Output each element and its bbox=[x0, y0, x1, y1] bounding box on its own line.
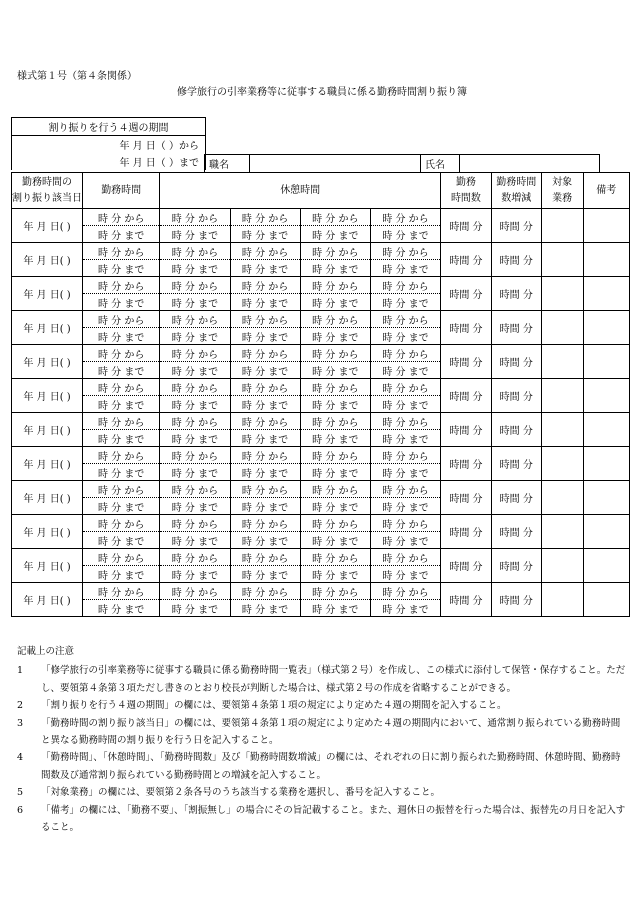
header-target: 対象 業務 bbox=[541, 173, 583, 209]
break-to-cell[interactable]: 時 分 まで bbox=[370, 430, 440, 447]
name-field[interactable] bbox=[460, 155, 600, 173]
break-to-cell[interactable]: 時 分 まで bbox=[230, 566, 300, 583]
break-from-cell[interactable]: 時 分 から bbox=[160, 277, 230, 294]
break-from-cell[interactable]: 時 分 から bbox=[370, 481, 440, 498]
break-to-cell[interactable]: 時 分 まで bbox=[230, 362, 300, 379]
period-box bbox=[11, 117, 206, 170]
note-text: 「勤務時間」、「休憩時間」、「勤務時間数」及び「勤務時間数増減」の欄には、それぞれの日に割り振られた勤務時間、休憩時間、勤務時間数及び通常割り振られている勤務時間との増減を記入すること。 bbox=[41, 752, 621, 781]
hours-cell[interactable]: 時間 分 bbox=[441, 277, 492, 311]
break-from-cell[interactable]: 時 分 から bbox=[300, 481, 370, 498]
hours-cell[interactable]: 時間 分 bbox=[441, 243, 492, 277]
schedule-row bbox=[12, 583, 630, 600]
break-from-cell[interactable]: 時 分 から bbox=[300, 549, 370, 566]
notes bbox=[17, 643, 627, 836]
break-to-cell[interactable]: 時 分 まで bbox=[230, 532, 300, 549]
break-to-cell[interactable]: 時 分 まで bbox=[370, 498, 440, 515]
break-from-cell[interactable]: 時 分 から bbox=[300, 311, 370, 328]
break-to-cell[interactable]: 時 分 まで bbox=[370, 396, 440, 413]
work-from-cell[interactable]: 時 分 から bbox=[83, 413, 160, 430]
break-from-cell[interactable]: 時 分 から bbox=[160, 447, 230, 464]
form-number: 様式第１号（第４条関係） bbox=[17, 71, 137, 82]
note-text: 「割り振りを行う４週の期間」の欄には、要領第４条第１項の規定により定めた４週の期間を記入すること。 bbox=[41, 700, 507, 712]
break-to-cell[interactable]: 時 分 まで bbox=[300, 328, 370, 345]
break-from-cell[interactable]: 時 分 から bbox=[370, 379, 440, 396]
schedule-row bbox=[12, 413, 630, 430]
break-to-cell[interactable]: 時 分 まで bbox=[300, 396, 370, 413]
break-from-cell[interactable]: 時 分 から bbox=[230, 277, 300, 294]
remarks-cell[interactable] bbox=[583, 515, 629, 549]
break-to-cell[interactable]: 時 分 まで bbox=[230, 226, 300, 243]
header-break-time: 休憩時間 bbox=[160, 173, 441, 209]
work-from-cell[interactable]: 時 分 から bbox=[83, 379, 160, 396]
date-cell[interactable]: 年 月 日( ) bbox=[12, 345, 83, 379]
date-cell[interactable]: 年 月 日( ) bbox=[12, 379, 83, 413]
name-label: 氏名 bbox=[421, 155, 460, 173]
change-cell[interactable]: 時間 分 bbox=[491, 549, 541, 583]
break-to-cell[interactable]: 時 分 まで bbox=[370, 532, 440, 549]
break-to-cell[interactable]: 時 分 まで bbox=[160, 430, 230, 447]
break-from-cell[interactable]: 時 分 から bbox=[370, 345, 440, 362]
note-number: 2 bbox=[17, 700, 24, 712]
document-title: 修学旅行の引率業務等に従事する職員に係る勤務時間割り振り簿 bbox=[177, 87, 467, 98]
target-cell[interactable] bbox=[541, 583, 583, 617]
break-from-cell[interactable]: 時 分 から bbox=[160, 243, 230, 260]
work-from-cell[interactable]: 時 分 から bbox=[83, 515, 160, 532]
break-from-cell[interactable]: 時 分 から bbox=[160, 481, 230, 498]
note-item bbox=[17, 697, 627, 714]
break-from-cell[interactable]: 時 分 から bbox=[370, 549, 440, 566]
note-item bbox=[17, 802, 627, 837]
break-from-cell[interactable]: 時 分 から bbox=[160, 549, 230, 566]
work-from-cell[interactable]: 時 分 から bbox=[83, 583, 160, 600]
break-to-cell[interactable]: 時 分 まで bbox=[370, 600, 440, 617]
note-text: 「備考」の欄には、「勤務不要」、「割振無し」の場合にその旨記載すること。また、週休日の振替を行った場合は、振替先の月日を記入すること。 bbox=[41, 804, 626, 834]
break-from-cell[interactable]: 時 分 から bbox=[230, 345, 300, 362]
period-to[interactable]: 年 月 日（ ）まで bbox=[12, 153, 206, 170]
break-to-cell[interactable]: 時 分 まで bbox=[230, 464, 300, 481]
work-to-cell[interactable]: 時 分 まで bbox=[83, 430, 160, 447]
date-cell[interactable]: 年 月 日( ) bbox=[12, 311, 83, 345]
work-to-cell[interactable]: 時 分 まで bbox=[83, 600, 160, 617]
break-to-cell[interactable]: 時 分 まで bbox=[160, 566, 230, 583]
change-cell[interactable]: 時間 分 bbox=[491, 277, 541, 311]
break-from-cell[interactable]: 時 分 から bbox=[300, 413, 370, 430]
change-cell[interactable]: 時間 分 bbox=[491, 447, 541, 481]
remarks-cell[interactable] bbox=[583, 277, 629, 311]
target-cell[interactable] bbox=[541, 413, 583, 447]
break-to-cell[interactable]: 時 分 まで bbox=[160, 464, 230, 481]
break-from-cell[interactable]: 時 分 から bbox=[300, 583, 370, 600]
notes-title: 記載上の注意 bbox=[17, 646, 75, 657]
break-to-cell[interactable]: 時 分 まで bbox=[370, 566, 440, 583]
hours-cell[interactable]: 時間 分 bbox=[441, 345, 492, 379]
remarks-cell[interactable] bbox=[583, 345, 629, 379]
change-cell[interactable]: 時間 分 bbox=[491, 379, 541, 413]
note-number: 3 bbox=[17, 717, 24, 729]
schedule-row bbox=[12, 549, 630, 566]
change-cell[interactable]: 時間 分 bbox=[491, 515, 541, 549]
date-cell[interactable]: 年 月 日( ) bbox=[12, 549, 83, 583]
work-to-cell[interactable]: 時 分 まで bbox=[83, 532, 160, 549]
break-from-cell[interactable]: 時 分 から bbox=[160, 209, 230, 226]
break-from-cell[interactable]: 時 分 から bbox=[300, 243, 370, 260]
header-remarks: 備考 bbox=[583, 173, 629, 209]
break-to-cell[interactable]: 時 分 まで bbox=[230, 328, 300, 345]
work-to-cell[interactable]: 時 分 まで bbox=[83, 362, 160, 379]
work-from-cell[interactable]: 時 分 から bbox=[83, 447, 160, 464]
note-number: 6 bbox=[17, 804, 24, 816]
note-number: 1 bbox=[17, 665, 24, 677]
date-cell[interactable]: 年 月 日( ) bbox=[12, 277, 83, 311]
break-from-cell[interactable]: 時 分 から bbox=[230, 481, 300, 498]
change-cell[interactable]: 時間 分 bbox=[491, 243, 541, 277]
break-to-cell[interactable]: 時 分 まで bbox=[370, 464, 440, 481]
break-from-cell[interactable]: 時 分 から bbox=[300, 345, 370, 362]
work-to-cell[interactable]: 時 分 まで bbox=[83, 498, 160, 515]
date-cell[interactable]: 年 月 日( ) bbox=[12, 515, 83, 549]
hours-cell[interactable]: 時間 分 bbox=[441, 413, 492, 447]
work-to-cell[interactable]: 時 分 まで bbox=[83, 328, 160, 345]
header-change: 勤務時間 数増減 bbox=[491, 173, 541, 209]
schedule-row bbox=[12, 209, 630, 226]
schedule-row bbox=[12, 243, 630, 260]
hours-cell[interactable]: 時間 分 bbox=[441, 209, 492, 243]
target-cell[interactable] bbox=[541, 379, 583, 413]
break-to-cell[interactable]: 時 分 まで bbox=[230, 396, 300, 413]
break-to-cell[interactable]: 時 分 まで bbox=[370, 362, 440, 379]
note-item bbox=[17, 784, 627, 801]
break-from-cell[interactable]: 時 分 から bbox=[160, 413, 230, 430]
work-to-cell[interactable]: 時 分 まで bbox=[83, 464, 160, 481]
break-from-cell[interactable]: 時 分 から bbox=[370, 311, 440, 328]
break-from-cell[interactable]: 時 分 から bbox=[370, 243, 440, 260]
date-cell[interactable]: 年 月 日( ) bbox=[12, 481, 83, 515]
break-from-cell[interactable]: 時 分 から bbox=[370, 447, 440, 464]
target-cell[interactable] bbox=[541, 243, 583, 277]
break-to-cell[interactable]: 時 分 まで bbox=[300, 464, 370, 481]
break-from-cell[interactable]: 時 分 から bbox=[300, 515, 370, 532]
remarks-cell[interactable] bbox=[583, 311, 629, 345]
date-cell[interactable]: 年 月 日( ) bbox=[12, 413, 83, 447]
break-from-cell[interactable]: 時 分 から bbox=[370, 583, 440, 600]
break-from-cell[interactable]: 時 分 から bbox=[230, 447, 300, 464]
work-from-cell[interactable]: 時 分 から bbox=[83, 345, 160, 362]
work-to-cell[interactable]: 時 分 まで bbox=[83, 566, 160, 583]
change-cell[interactable]: 時間 分 bbox=[491, 209, 541, 243]
work-from-cell[interactable]: 時 分 から bbox=[83, 277, 160, 294]
remarks-cell[interactable] bbox=[583, 243, 629, 277]
note-number: 5 bbox=[17, 787, 24, 799]
hours-cell[interactable]: 時間 分 bbox=[441, 549, 492, 583]
schedule-table bbox=[11, 172, 630, 617]
break-to-cell[interactable]: 時 分 まで bbox=[300, 532, 370, 549]
break-to-cell[interactable]: 時 分 まで bbox=[300, 430, 370, 447]
change-cell[interactable]: 時間 分 bbox=[491, 481, 541, 515]
break-to-cell[interactable]: 時 分 まで bbox=[160, 600, 230, 617]
break-to-cell[interactable]: 時 分 まで bbox=[370, 260, 440, 277]
break-from-cell[interactable]: 時 分 から bbox=[230, 379, 300, 396]
break-to-cell[interactable]: 時 分 まで bbox=[370, 328, 440, 345]
hours-cell[interactable]: 時間 分 bbox=[441, 379, 492, 413]
break-to-cell[interactable]: 時 分 まで bbox=[300, 498, 370, 515]
break-to-cell[interactable]: 時 分 まで bbox=[160, 294, 230, 311]
break-from-cell[interactable]: 時 分 から bbox=[160, 379, 230, 396]
schedule-row bbox=[12, 515, 630, 532]
break-to-cell[interactable]: 時 分 まで bbox=[160, 362, 230, 379]
hours-cell[interactable]: 時間 分 bbox=[441, 583, 492, 617]
work-to-cell[interactable]: 時 分 まで bbox=[83, 226, 160, 243]
break-to-cell[interactable]: 時 分 まで bbox=[300, 362, 370, 379]
change-cell[interactable]: 時間 分 bbox=[491, 413, 541, 447]
schedule-row bbox=[12, 277, 630, 294]
remarks-cell[interactable] bbox=[583, 209, 629, 243]
note-text: 「修学旅行の引率業務等に従事する職員に係る勤務時間一覧表」（様式第２号）を作成し、この様式に添付して保管・保存すること。ただし、要領第４条第３項ただし書きのとおり校長が判断した場合は、様式第２号の作成を省略することができる。 bbox=[41, 665, 626, 694]
note-item bbox=[17, 715, 627, 750]
work-from-cell[interactable]: 時 分 から bbox=[83, 209, 160, 226]
note-item bbox=[17, 662, 627, 697]
target-cell[interactable] bbox=[541, 277, 583, 311]
date-cell[interactable]: 年 月 日( ) bbox=[12, 209, 83, 243]
schedule-row bbox=[12, 311, 630, 328]
break-from-cell[interactable]: 時 分 から bbox=[370, 209, 440, 226]
break-from-cell[interactable]: 時 分 から bbox=[230, 583, 300, 600]
note-text: 「勤務時間の割り振り該当日」の欄には、要領第４条第１項の規定により定めた４週の期間内において、通常割り振られている勤務時間と異なる勤務時間の割り振りを行う日を記入すること。 bbox=[41, 717, 621, 747]
break-to-cell[interactable]: 時 分 まで bbox=[160, 328, 230, 345]
break-from-cell[interactable]: 時 分 から bbox=[300, 379, 370, 396]
note-text: 「対象業務」の欄には、要領第２条各号のうち該当する業務を選択し、番号を記入すること。 bbox=[41, 787, 441, 799]
break-to-cell[interactable]: 時 分 まで bbox=[230, 260, 300, 277]
hours-cell[interactable]: 時間 分 bbox=[441, 311, 492, 345]
break-from-cell[interactable]: 時 分 から bbox=[300, 447, 370, 464]
schedule-row bbox=[12, 447, 630, 464]
break-from-cell[interactable]: 時 分 から bbox=[230, 243, 300, 260]
break-to-cell[interactable]: 時 分 まで bbox=[160, 226, 230, 243]
work-to-cell[interactable]: 時 分 まで bbox=[83, 294, 160, 311]
break-from-cell[interactable]: 時 分 から bbox=[160, 345, 230, 362]
remarks-cell[interactable] bbox=[583, 583, 629, 617]
break-from-cell[interactable]: 時 分 から bbox=[230, 209, 300, 226]
break-from-cell[interactable]: 時 分 から bbox=[300, 209, 370, 226]
target-cell[interactable] bbox=[541, 345, 583, 379]
job-title-field[interactable] bbox=[250, 155, 421, 173]
remarks-cell[interactable] bbox=[583, 481, 629, 515]
break-to-cell[interactable]: 時 分 まで bbox=[300, 226, 370, 243]
work-from-cell[interactable]: 時 分 から bbox=[83, 243, 160, 260]
hours-cell[interactable]: 時間 分 bbox=[441, 481, 492, 515]
date-cell[interactable]: 年 月 日( ) bbox=[12, 243, 83, 277]
break-to-cell[interactable]: 時 分 まで bbox=[300, 600, 370, 617]
break-to-cell[interactable]: 時 分 まで bbox=[230, 498, 300, 515]
schedule-row bbox=[12, 345, 630, 362]
target-cell[interactable] bbox=[541, 209, 583, 243]
date-cell[interactable]: 年 月 日( ) bbox=[12, 583, 83, 617]
break-to-cell[interactable]: 時 分 まで bbox=[300, 294, 370, 311]
period-heading: 割り振りを行う４週の期間 bbox=[12, 118, 206, 136]
break-to-cell[interactable]: 時 分 まで bbox=[300, 260, 370, 277]
change-cell[interactable]: 時間 分 bbox=[491, 311, 541, 345]
name-bar bbox=[204, 154, 600, 173]
change-cell[interactable]: 時間 分 bbox=[491, 345, 541, 379]
remarks-cell[interactable] bbox=[583, 379, 629, 413]
header-work-time: 勤務時間 bbox=[83, 173, 160, 209]
schedule-row bbox=[12, 379, 630, 396]
break-to-cell[interactable]: 時 分 まで bbox=[370, 226, 440, 243]
break-to-cell[interactable]: 時 分 まで bbox=[160, 498, 230, 515]
break-from-cell[interactable]: 時 分 から bbox=[370, 515, 440, 532]
break-to-cell[interactable]: 時 分 まで bbox=[160, 532, 230, 549]
target-cell[interactable] bbox=[541, 481, 583, 515]
hours-cell[interactable]: 時間 分 bbox=[441, 515, 492, 549]
work-from-cell[interactable]: 時 分 から bbox=[83, 549, 160, 566]
change-cell[interactable]: 時間 分 bbox=[491, 583, 541, 617]
work-to-cell[interactable]: 時 分 まで bbox=[83, 396, 160, 413]
target-cell[interactable] bbox=[541, 515, 583, 549]
break-to-cell[interactable]: 時 分 まで bbox=[160, 260, 230, 277]
work-to-cell[interactable]: 時 分 まで bbox=[83, 260, 160, 277]
break-from-cell[interactable]: 時 分 から bbox=[370, 413, 440, 430]
break-from-cell[interactable]: 時 分 から bbox=[230, 515, 300, 532]
break-from-cell[interactable]: 時 分 から bbox=[300, 277, 370, 294]
remarks-cell[interactable] bbox=[583, 413, 629, 447]
target-cell[interactable] bbox=[541, 311, 583, 345]
schedule-row bbox=[12, 481, 630, 498]
header-row bbox=[12, 173, 630, 209]
break-from-cell[interactable]: 時 分 から bbox=[230, 413, 300, 430]
note-item bbox=[17, 749, 627, 784]
header-hours: 勤務 時間数 bbox=[441, 173, 492, 209]
break-to-cell[interactable]: 時 分 まで bbox=[370, 294, 440, 311]
break-to-cell[interactable]: 時 分 まで bbox=[300, 566, 370, 583]
remarks-cell[interactable] bbox=[583, 447, 629, 481]
break-from-cell[interactable]: 時 分 から bbox=[160, 583, 230, 600]
break-to-cell[interactable]: 時 分 まで bbox=[230, 430, 300, 447]
break-from-cell[interactable]: 時 分 から bbox=[370, 277, 440, 294]
note-number: 4 bbox=[17, 752, 24, 764]
hours-cell[interactable]: 時間 分 bbox=[441, 447, 492, 481]
period-from[interactable]: 年 月 日（ ）から bbox=[12, 136, 206, 154]
break-to-cell[interactable]: 時 分 まで bbox=[160, 396, 230, 413]
work-from-cell[interactable]: 時 分 から bbox=[83, 311, 160, 328]
break-to-cell[interactable]: 時 分 まで bbox=[230, 600, 300, 617]
header-date: 勤務時間の 割り振り該当日 bbox=[12, 173, 83, 209]
break-from-cell[interactable]: 時 分 から bbox=[160, 311, 230, 328]
break-from-cell[interactable]: 時 分 から bbox=[160, 515, 230, 532]
target-cell[interactable] bbox=[541, 549, 583, 583]
remarks-cell[interactable] bbox=[583, 549, 629, 583]
break-from-cell[interactable]: 時 分 から bbox=[230, 311, 300, 328]
target-cell[interactable] bbox=[541, 447, 583, 481]
break-to-cell[interactable]: 時 分 まで bbox=[230, 294, 300, 311]
work-from-cell[interactable]: 時 分 から bbox=[83, 481, 160, 498]
date-cell[interactable]: 年 月 日( ) bbox=[12, 447, 83, 481]
break-from-cell[interactable]: 時 分 から bbox=[230, 549, 300, 566]
job-title-label: 職名 bbox=[205, 155, 250, 173]
